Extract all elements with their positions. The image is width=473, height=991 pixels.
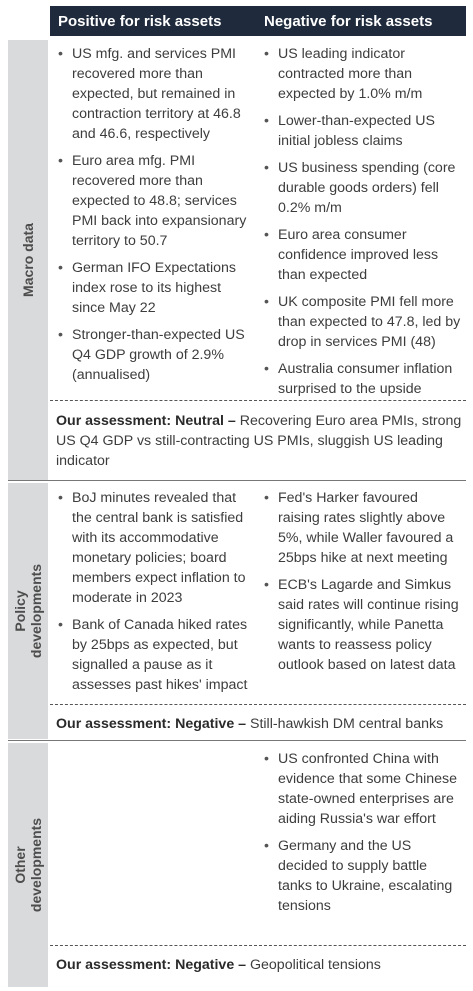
divider [50, 704, 466, 705]
policy-positive-column [56, 488, 256, 702]
list-item: • BoJ minutes revealed that the central bank is satisfied with its accommodative monetary policies; board members expect inflation to moderate in 2023 [56, 488, 256, 608]
list-item: • German IFO Expectations index rose to its highest since May 22 [56, 258, 256, 318]
policy-side-label [8, 483, 48, 739]
list-item: • US leading indicator contracted more than expected by 1.0% m/m [262, 44, 462, 104]
assessment-label: Our assessment: Neutral – [56, 413, 236, 429]
label-line: developments [28, 563, 44, 659]
assessment-label: Our assessment: Negative – [56, 716, 247, 732]
label-line: Other [12, 846, 28, 884]
list-item: • Euro area mfg. PMI recovered more than expected to 48.8; services PMI back into expansionary territory to 50.7 [56, 151, 256, 251]
section-divider [8, 480, 466, 481]
other-section [50, 749, 466, 949]
list-item: • ECB's Lagarde and Simkus said rates will continue rising significantly, while Panetta wants to reassess policy outlook based on latest data [262, 575, 462, 675]
assessment-text: Recovering Euro area PMIs, strong US Q4 GDP vs still-contracting US PMIs, sluggish US leading indicator [56, 413, 462, 469]
list-item: • US mfg. and services PMI recovered more than expected, but remained in contraction territory at 46.8 and 46.6, respectively [56, 44, 256, 144]
list-item: • Fed's Harker favoured raising rates slightly above 5%, while Waller favoured a 25bps hike at next meeting [262, 488, 462, 568]
policy-assessment [56, 714, 462, 734]
other-assessment [56, 955, 462, 975]
macro-negative-column [262, 44, 462, 406]
policy-negative-column [262, 488, 462, 682]
list-item: • Stronger-than-expected US Q4 GDP growth of 2.9% (annualised) [56, 325, 256, 385]
label-line: Policy [12, 590, 28, 632]
macro-data-label: Macro data [20, 223, 36, 297]
policy-developments-label [12, 564, 44, 658]
list-item: • Germany and the US decided to supply battle tanks to Ukraine, escalating tensions [262, 836, 462, 916]
assessment-text: Geopolitical tensions [246, 957, 381, 973]
list-item: • Euro area consumer confidence improved less than expected [262, 225, 462, 285]
section-divider [8, 740, 466, 741]
negative-column-header: Negative for risk assets [264, 13, 433, 30]
list-item: • Lower-than-expected US initial jobless claims [262, 111, 462, 151]
macro-data-side-label [8, 40, 48, 480]
assessment-label: Our assessment: Negative – [56, 957, 247, 973]
divider [50, 945, 466, 946]
macro-positive-column [56, 44, 256, 392]
macro-data-section [50, 44, 466, 399]
policy-section [50, 488, 466, 698]
list-item: • Australia consumer inflation surprised to the upside [262, 359, 462, 399]
assessment-text: Still-hawkish DM central banks [246, 716, 444, 732]
list-item: • UK composite PMI fell more than expected to 47.8, led by drop in services PMI (48) [262, 292, 462, 352]
other-negative-column [262, 749, 462, 923]
list-item: • US business spending (core durable goods orders) fell 0.2% m/m [262, 158, 462, 218]
divider [50, 400, 466, 401]
positive-column-header: Positive for risk assets [58, 13, 222, 30]
other-side-label [8, 743, 48, 987]
macro-assessment [56, 411, 462, 471]
label-line: developments [28, 817, 44, 913]
table-header [50, 6, 466, 36]
list-item: • US confronted China with evidence that some Chinese state-owned enterprises are aiding Russia's war effort [262, 749, 462, 829]
other-developments-label [12, 818, 44, 912]
list-item: • Bank of Canada hiked rates by 25bps as expected, but signalled a pause as it assesses past hikes' impact [56, 615, 256, 695]
